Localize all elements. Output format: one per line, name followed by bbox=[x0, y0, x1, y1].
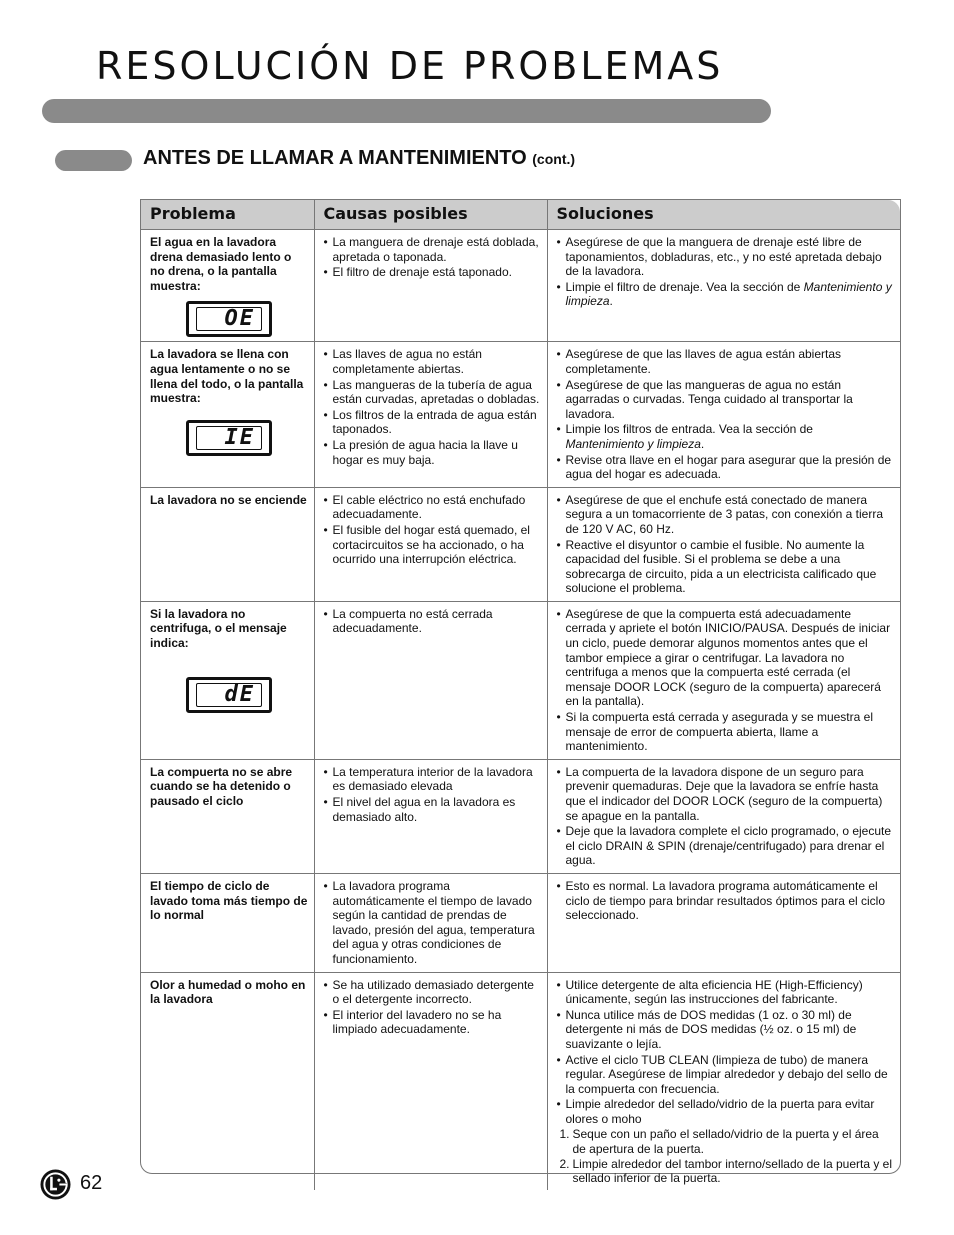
solution-item: • Asegúrese de que la compuerta está adecuadamente cerrada y apriete el botón INICIO/PAUSA. Después de iniciar un ciclo, puede demorar algunos momentos antes que el tambor empiece a girar o centrifugar. La lavadora no centrifuga a menos que la compuerta esté cerrada (el mensaje DOOR LOCK (seguro de la compuerta) aparecerá en la pantalla). bbox=[556, 607, 895, 709]
solution-item: • La compuerta de la lavadora dispone de un seguro para prevenir quemaduras. Deje que la lavadora se enfríe hasta que el indicador del DOOR LOCK (seguro de la compuerta) se apague en la pantalla. bbox=[556, 765, 895, 823]
table-row bbox=[141, 342, 900, 487]
step-number: 2. bbox=[559, 1156, 570, 1171]
header-causes: Causas posibles bbox=[314, 200, 547, 230]
step-text: Seque con un paño el sellado/vidrio de la puerta y el área de apertura de la puerta. bbox=[572, 1127, 879, 1157]
solution-text: Limpie los filtros de entrada. Vea la sección de bbox=[565, 422, 813, 437]
solutions-cell bbox=[547, 759, 900, 873]
solutions-cell bbox=[547, 601, 900, 759]
solution-end: . bbox=[609, 294, 613, 309]
cause-item: • La lavadora programa automáticamente el tiempo de lavado según la cantidad de prendas de lavado, presión del agua, temperatura del agua y otras condiciones de funcionamiento. bbox=[323, 879, 541, 967]
solution-item: • Asegúrese de que las llaves de agua están abiertas completamente. bbox=[556, 347, 895, 376]
lg-logo-icon bbox=[40, 1169, 71, 1200]
solution-section-ref: Mantenimiento y limpieza bbox=[565, 436, 701, 451]
problem-text: La compuerta no se abre cuando se ha detenido o pausado el ciclo bbox=[150, 764, 293, 808]
section-title-text: ANTES DE LLAMAR A MANTENIMIENTO bbox=[143, 147, 527, 169]
troubleshooting-table bbox=[140, 199, 901, 1186]
problem-cell bbox=[141, 601, 314, 759]
display-1e-icon bbox=[186, 420, 272, 456]
solution-item: • Limpie alrededor del sellado/vidrio de la puerta para evitar olores o moho bbox=[556, 1097, 895, 1126]
causes-cell bbox=[314, 601, 547, 759]
solutions-cell bbox=[547, 342, 900, 487]
step-item bbox=[556, 1127, 895, 1156]
section-title bbox=[143, 147, 575, 170]
problem-cell bbox=[141, 342, 314, 487]
causes-cell bbox=[314, 342, 547, 487]
problem-text: Si la lavadora no centrifuga, o el mensaje indica: bbox=[150, 606, 287, 651]
solution-item: • Revise otra llave en el hogar para asegurar que la presión de agua del hogar es adecuada. bbox=[556, 453, 895, 482]
cause-item: • El nivel del agua en la lavadora es demasiado alto. bbox=[323, 795, 541, 824]
solution-item: • Asegúrese de que las mangueras de agua no están agarradas o curvadas. Tenga cuidado al transportar la lavadora. bbox=[556, 378, 895, 422]
problem-cell bbox=[141, 759, 314, 873]
solution-item: • Asegúrese de que la manguera de drenaje esté libre de taponamientos, dobladuras, etc., y no esté apretada debajo de la lavadora. bbox=[556, 235, 895, 279]
problem-text: El agua en la lavadora drena demasiado lento o no drena, o la pantalla muestra: bbox=[150, 235, 292, 293]
cause-item: • El filtro de drenaje está taponado. bbox=[323, 265, 541, 280]
solutions-cell bbox=[547, 972, 900, 1190]
cause-item: • La temperatura interior de la lavadora es demasiado elevada bbox=[323, 765, 541, 794]
table-row bbox=[141, 230, 900, 342]
causes-cell bbox=[314, 759, 547, 873]
cause-item: • Las llaves de agua no están completamente abiertas. bbox=[323, 347, 541, 376]
display-code: dE bbox=[196, 683, 262, 707]
page-number: 62 bbox=[80, 1172, 103, 1194]
solution-item: • Esto es normal. La lavadora programa automáticamente el ciclo de tiempo para brindar resultados óptimos para el ciclo seleccionado. bbox=[556, 879, 895, 923]
table-row bbox=[141, 972, 900, 1190]
table-header-row bbox=[141, 200, 900, 230]
problem-text: Olor a humedad o moho en la lavadora bbox=[150, 977, 306, 1007]
step-item bbox=[556, 1157, 895, 1186]
causes-cell bbox=[314, 487, 547, 601]
table-row bbox=[141, 601, 900, 759]
step-number: 1. bbox=[559, 1127, 570, 1142]
cause-item: • La manguera de drenaje está doblada, apretada o taponada. bbox=[323, 235, 541, 264]
solution-item: • Asegúrese de que el enchufe está conectado de manera segura a un tomacorriente de 3 patas, con conexión a tierra de 120 V AC, 60 Hz. bbox=[556, 493, 895, 537]
display-de-icon bbox=[186, 677, 272, 713]
table-row bbox=[141, 487, 900, 601]
step-text: Limpie alrededor del tambor interno/sellado de la puerta y el sellado inferior de la puerta. bbox=[572, 1156, 893, 1186]
solutions-cell bbox=[547, 873, 900, 972]
problem-text: La lavadora se llena con agua lentamente o no se llena del todo, o la pantalla muestra: bbox=[150, 347, 304, 406]
section-marker-pill bbox=[55, 150, 132, 171]
solution-item: • Reactive el disyuntor o cambie el fusible. No aumente la capacidad del fusible. Si el problema se debe a una sobrecarga de circuito, pida a un electricista calificado que solucione el problema. bbox=[556, 538, 895, 596]
solution-item: • Utilice detergente de alta eficiencia HE (High-Efficiency) únicamente, según las instrucciones del fabricante. bbox=[556, 978, 895, 1007]
solution-item bbox=[556, 422, 895, 451]
causes-cell bbox=[314, 230, 547, 342]
title-divider-bar bbox=[42, 99, 771, 123]
solutions-cell bbox=[547, 230, 900, 342]
solution-item: • Si la compuerta está cerrada y asegurada y se muestra el mensaje de error de compuerta abierta, llame a mantenimiento. bbox=[556, 710, 895, 754]
cause-item: • Los filtros de la entrada de agua están taponados. bbox=[323, 408, 541, 437]
problem-cell bbox=[141, 873, 314, 972]
cause-item: • El cable eléctrico no está enchufado adecuadamente. bbox=[323, 493, 541, 522]
cause-item: • La presión de agua hacia la llave u hogar es muy baja. bbox=[323, 438, 541, 467]
solution-end: . bbox=[700, 436, 705, 451]
problem-text: El tiempo de ciclo de lavado toma más tiempo de lo normal bbox=[150, 878, 308, 923]
cause-item: • El interior del lavadero no se ha limpiado adecuadamente. bbox=[323, 1008, 541, 1037]
logo-text: LG bbox=[55, 1198, 57, 1200]
solution-item: • Deje que la lavadora complete el ciclo programado, o ejecute el ciclo DRAIN & SPIN (drenaje/centrifugado) para drenar el agua. bbox=[556, 824, 895, 868]
solution-text: Limpie el filtro de drenaje. Vea la sección de bbox=[565, 279, 804, 294]
solution-item bbox=[556, 280, 895, 309]
header-solutions: Soluciones bbox=[547, 200, 900, 230]
table-row bbox=[141, 759, 900, 873]
problem-cell bbox=[141, 487, 314, 601]
problem-text: La lavadora no se enciende bbox=[150, 492, 307, 507]
display-code: IE bbox=[196, 426, 262, 450]
problem-cell bbox=[141, 230, 314, 342]
cause-item: • Las mangueras de la tubería de agua están curvadas, apretadas o dobladas. bbox=[323, 378, 541, 407]
display-oe-icon bbox=[186, 301, 272, 337]
cause-item: • El fusible del hogar está quemado, el cortacircuitos se ha accionado, o ha ocurrido una interrupción eléctrica. bbox=[323, 523, 541, 567]
causes-cell bbox=[314, 972, 547, 1190]
header-problem: Problema bbox=[141, 200, 314, 230]
display-code: OE bbox=[196, 307, 262, 331]
problem-cell bbox=[141, 972, 314, 1190]
solution-section-ref: Mantenimiento y limpieza bbox=[565, 279, 892, 309]
solutions-cell bbox=[547, 487, 900, 601]
page-title: RESOLUCIÓN DE PROBLEMAS bbox=[96, 44, 724, 88]
causes-cell bbox=[314, 873, 547, 972]
table-row bbox=[141, 873, 900, 972]
section-title-cont: (cont.) bbox=[532, 151, 576, 167]
solution-item: • Active el ciclo TUB CLEAN (limpieza de tubo) de manera regular. Asegúrese de limpiar alrededor y debajo del sello de la compuerta con frecuencia. bbox=[556, 1053, 895, 1097]
cause-item: • Se ha utilizado demasiado detergente o el detergente incorrecto. bbox=[323, 978, 541, 1007]
cause-item: • La compuerta no está cerrada adecuadamente. bbox=[323, 607, 541, 636]
solution-item: • Nunca utilice más de DOS medidas (1 oz. o 30 ml) de detergente ni más de DOS medidas (½ oz. o 15 ml) de suavizante o lejía. bbox=[556, 1008, 895, 1052]
